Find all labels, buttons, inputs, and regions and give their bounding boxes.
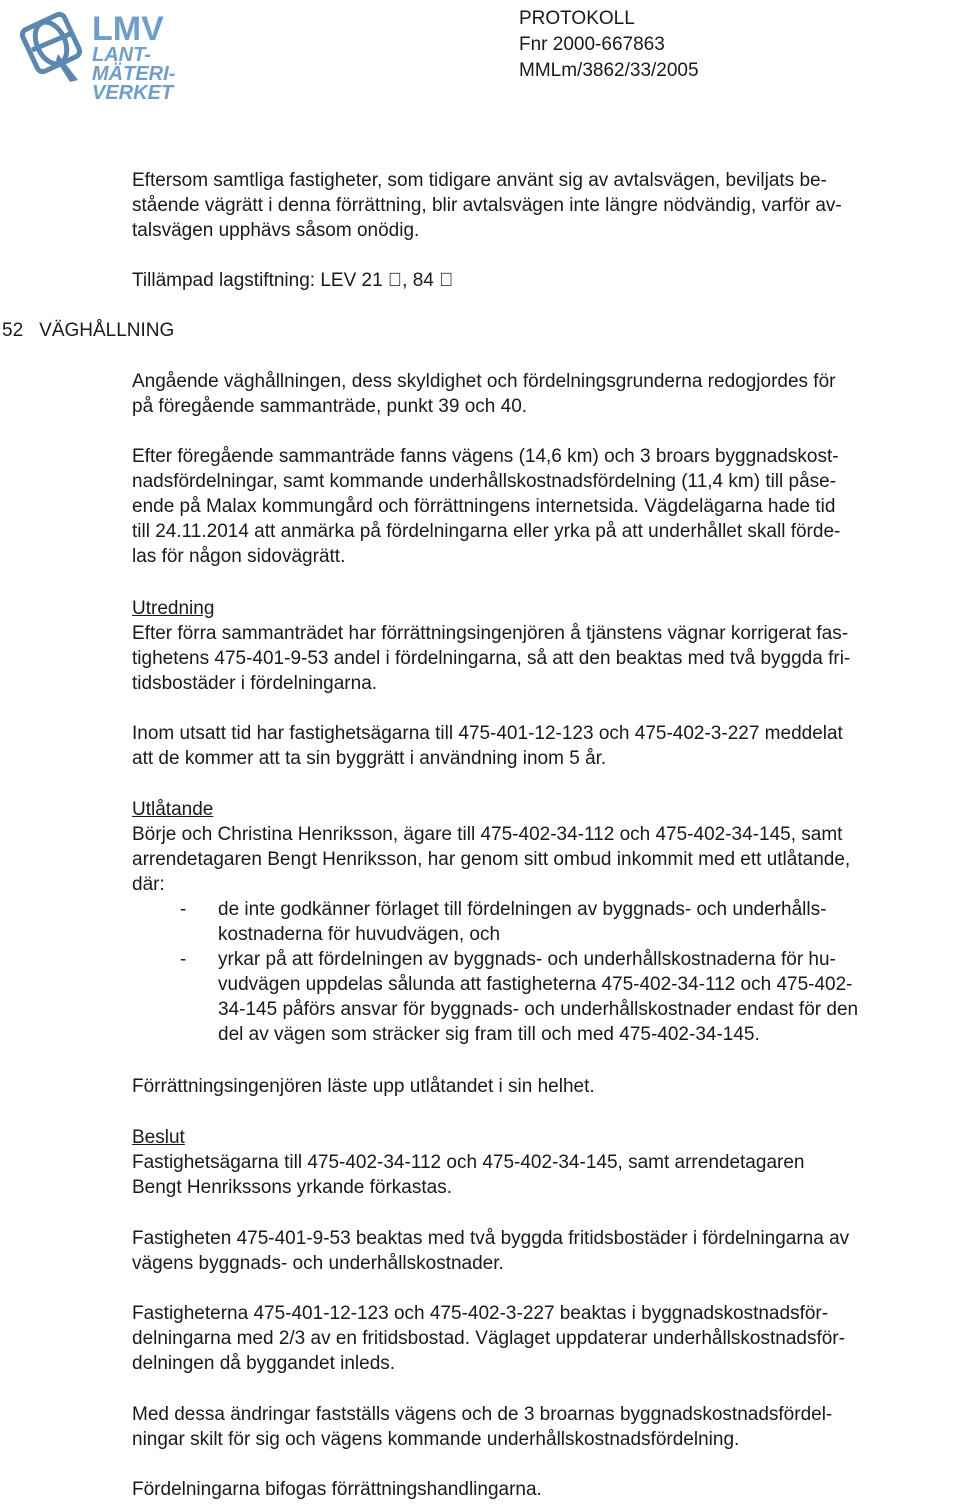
document-fnr: Fnr 2000-667863 (519, 34, 665, 55)
utredning-section (132, 596, 960, 696)
surveyor-globe-icon (12, 6, 92, 86)
logo-wordmark (92, 12, 175, 103)
intro-paragraph (132, 168, 960, 243)
logo-line-2: LANT- (92, 44, 151, 66)
text-line: Inom utsatt tid har fastighetsägarna till 475-401-12-123 och 475-402-3-227 meddelat (132, 723, 843, 744)
beslut-paragraph-4 (132, 1402, 960, 1452)
text-line: Fastighetsägarna till 475-402-34-112 och 475-402-34-145, samt arrendetagaren (132, 1152, 805, 1173)
list-dash: - (180, 949, 187, 970)
beslut-heading: Beslut (132, 1127, 185, 1148)
beslut-paragraph-5 (132, 1477, 960, 1502)
text-line: Med dessa ändringar fastställs vägens och de 3 broarnas byggnadskostnadsfördel- (132, 1404, 833, 1425)
utredning-heading: Utredning (132, 598, 215, 619)
list-item (132, 947, 960, 1047)
text-line: las för någon sidovägrätt. (132, 546, 346, 567)
text-line: kostnaderna för huvudvägen, och (218, 924, 501, 945)
text-line: arrendetagaren Bengt Henriksson, har genom sitt ombud inkommit med ett utlåtande, (132, 849, 851, 870)
document-type: PROTOKOLL (519, 8, 635, 29)
text-line: talsvägen upphävs såsom onödig. (132, 220, 420, 241)
paragraph-fordelningar (132, 444, 960, 569)
text-line: Fördelningarna bifogas förrättningshandlingarna. (132, 1479, 542, 1500)
section-heading (2, 318, 174, 343)
logo-line-4: VERKET (92, 82, 174, 104)
text-line: 34-145 påförs ansvar för byggnads- och underhållskostnader endast för den (218, 999, 859, 1020)
text-line: de inte godkänner förlaget till fördelningen av byggnads- och underhålls- (218, 899, 827, 920)
utlatande-heading: Utlåtande (132, 799, 214, 820)
text-line: Fastigheterna 475-401-12-123 och 475-402-3-227 beaktas i byggnadskostnadsför- (132, 1303, 829, 1324)
lmv-logo (12, 4, 182, 104)
beslut-paragraph-2 (132, 1226, 960, 1276)
text-line: stående vägrätt i denna förrättning, blir avtalsvägen inte längre nödvändig, varför av- (132, 195, 842, 216)
document-header-info (519, 6, 699, 84)
text-line: ende på Malax kommungård och förrättningens internetsida. Vägdelägarna hade tid (132, 496, 836, 517)
text-line: Eftersom samtliga fastigheter, som tidigare använt sig av avtalsvägen, beviljats be- (132, 170, 827, 191)
logo-line-1: LMV (92, 10, 164, 48)
list-dash: - (180, 899, 187, 920)
beslut-section (132, 1125, 960, 1200)
text-line: till 24.11.2014 att anmärka på fördelningarna eller yrka på att underhållet skall förde- (132, 521, 841, 542)
list-item (132, 897, 960, 947)
text-line: ningar skilt för sig och vägens kommande underhållskostnadsfördelning. (132, 1429, 740, 1450)
text-line: på föregående sammanträde, punkt 39 och 40. (132, 396, 528, 417)
text-line: vudvägen uppdelas sålunda att fastigheterna 475-402-34-112 och 475-402- (218, 974, 853, 995)
text-line: Angående väghållningen, dess skyldighet och fördelningsgrunderna redogjordes för (132, 371, 836, 392)
paragraph-vaghallning (132, 369, 960, 419)
text-line: Efter förra sammanträdet har förrättningsingenjören å tjänstens vägnar korrigerat fas- (132, 623, 849, 644)
text-line: att de kommer att ta sin byggrätt i användning inom 5 år. (132, 748, 607, 769)
text-line: tighetens 475-401-9-53 andel i fördelningarna, så att den beaktas med två byggda fri- (132, 648, 851, 669)
utredning-paragraph-2 (132, 721, 960, 771)
text-line: Fastigheten 475-401-9-53 beaktas med två byggda fritidsbostäder i fördelningarna av (132, 1228, 850, 1249)
applied-law (132, 268, 960, 293)
logo-line-3: MÄTERI- (92, 63, 176, 85)
text-line: Bengt Henrikssons yrkande förkastas. (132, 1177, 452, 1198)
document-reference: MMLm/3862/33/2005 (519, 60, 699, 81)
section-number: 52 (2, 320, 24, 341)
text-line: Efter föregående sammanträde fanns vägens (14,6 km) och 3 broars byggnadskost- (132, 446, 839, 467)
text-line: Förrättningsingenjören läste upp utlåtandet i sin helhet. (132, 1076, 595, 1097)
text-line: delningen då byggandet inleds. (132, 1353, 396, 1374)
text-line: där: (132, 874, 165, 895)
applied-law-text: Tillämpad lagstiftning: LEV 21 , 84 (132, 270, 420, 291)
text-line: del av vägen som sträcker sig fram till och med 475-402-34-145. (218, 1024, 760, 1045)
text-line: delningarna med 2/3 av en fritidsbostad. Väglaget uppdaterar underhållskostnadsför- (132, 1328, 845, 1349)
text-line: Börje och Christina Henriksson, ägare till 475-402-34-112 och 475-402-34-145, samt (132, 824, 843, 845)
text-line: vägens byggnads- och underhållskostnader. (132, 1253, 504, 1274)
utlatande-section (132, 797, 960, 1047)
utlatande-closing (132, 1074, 960, 1099)
text-line: yrkar på att fördelningen av byggnads- och underhållskostnaderna för hu- (218, 949, 836, 970)
text-line: nadsfördelningar, samt kommande underhållskostnadsfördelning (11,4 km) till påse- (132, 471, 837, 492)
section-title: VÄGHÅLLNING (39, 320, 175, 341)
beslut-paragraph-3 (132, 1301, 960, 1376)
text-line: tidsbostäder i fördelningarna. (132, 673, 378, 694)
